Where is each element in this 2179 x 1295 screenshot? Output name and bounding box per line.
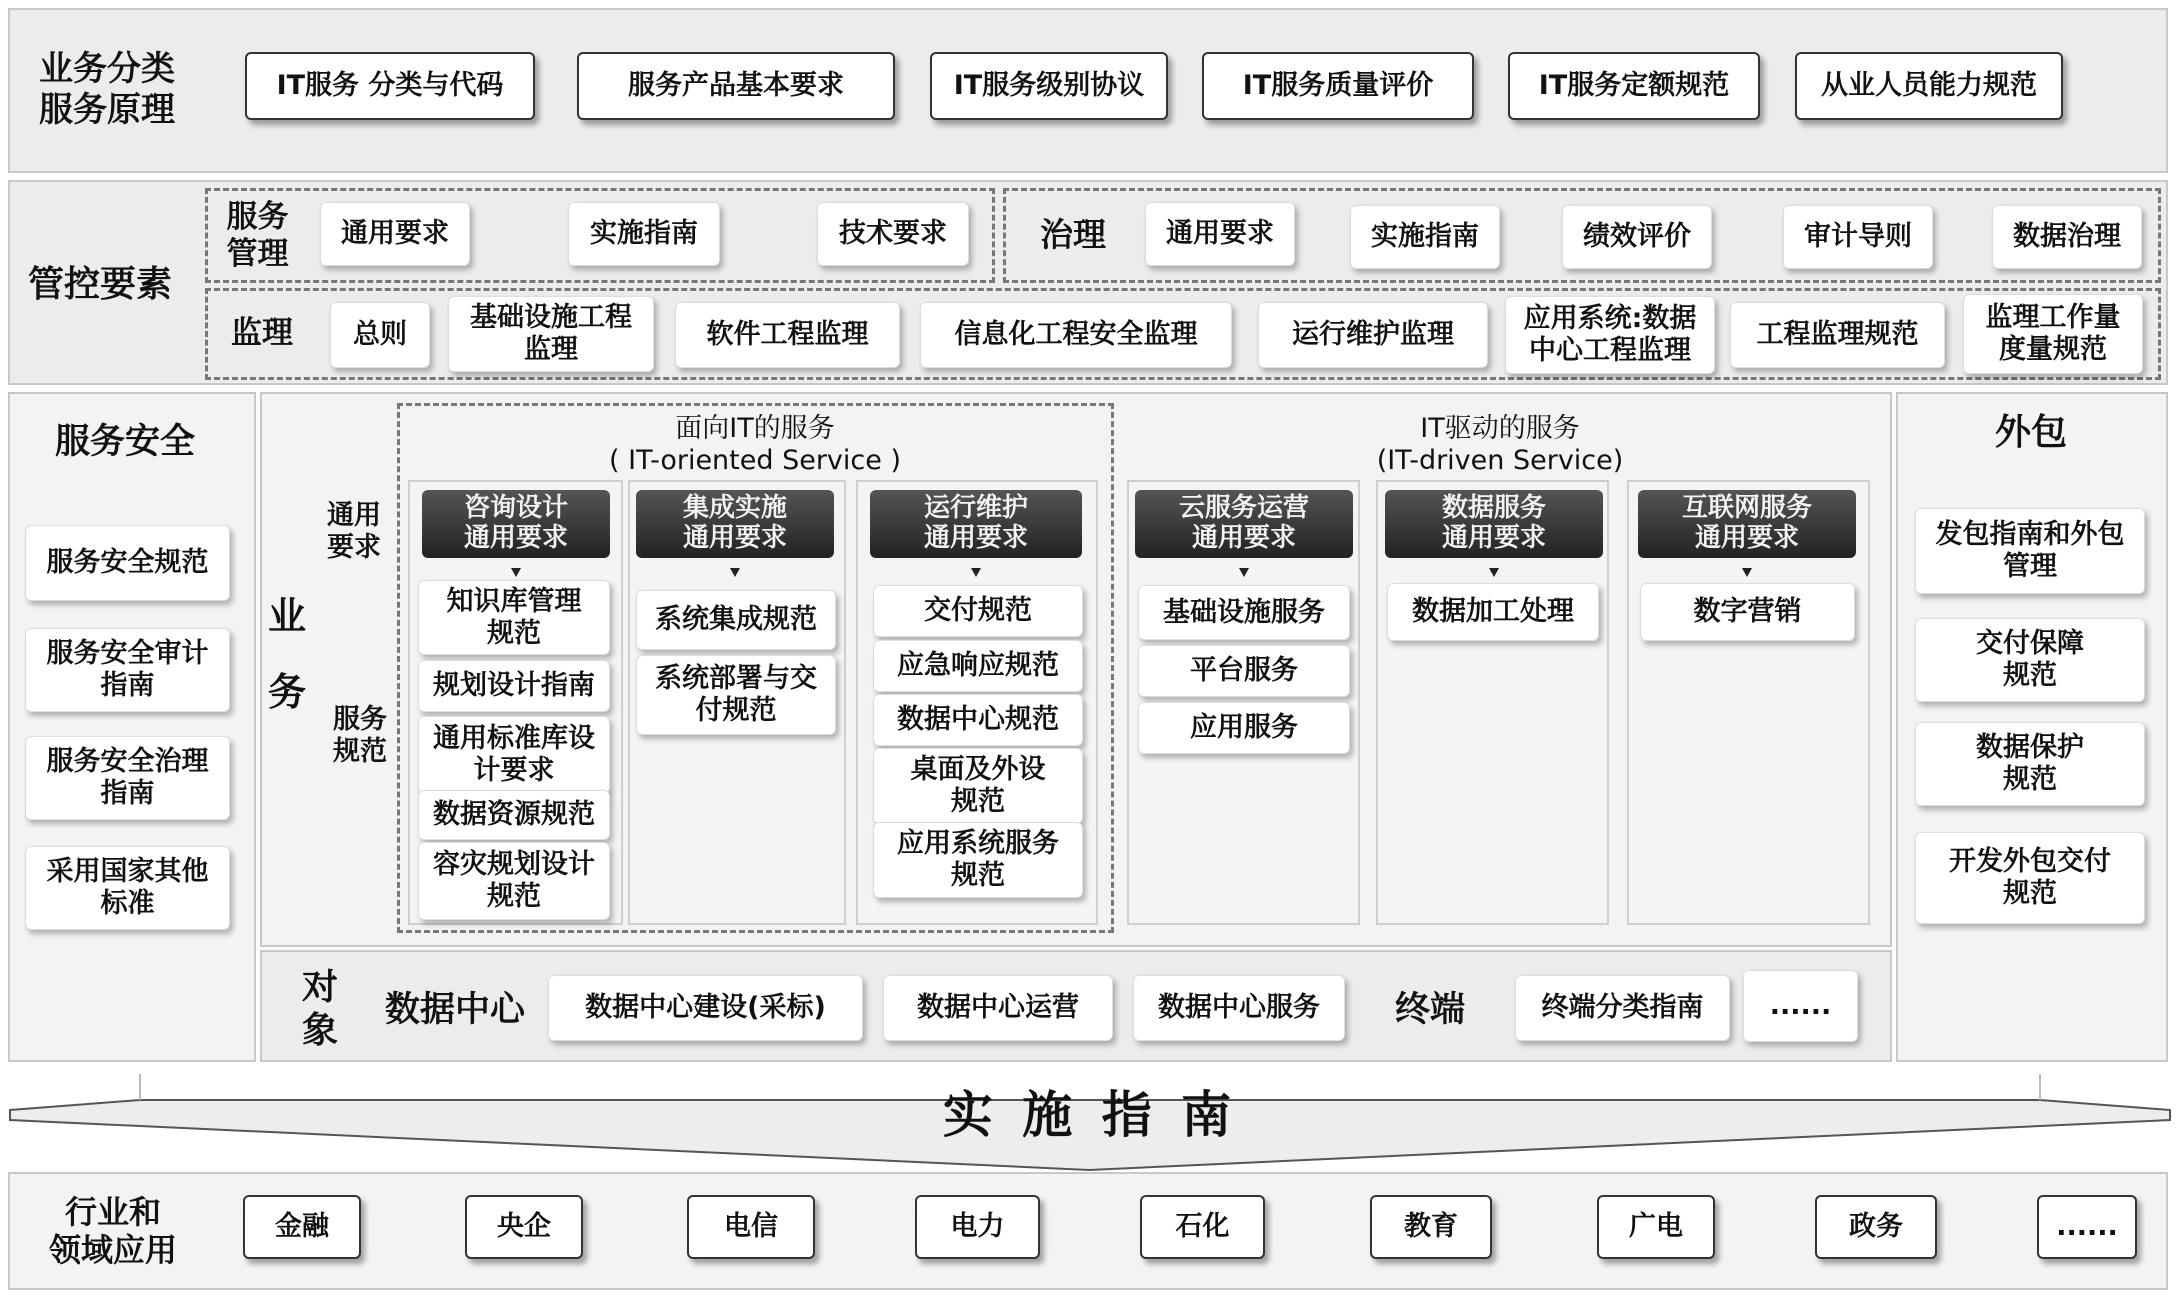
header-internet-service: 互联网服务 通用要求: [1638, 490, 1856, 558]
integration-item-deployment-delivery: 系统部署与交 付规范: [636, 655, 836, 735]
business-classification-heading: 业务分类 服务原理: [39, 49, 175, 130]
security-national-standards: 采用国家其他 标准: [25, 846, 230, 930]
consulting-item-planning-guide: 规划设计指南: [418, 660, 610, 712]
outsourcing-dev-delivery: 开发外包交付 规范: [1915, 832, 2145, 924]
operations-item-desktop-peripherals: 桌面及外设 规范: [873, 748, 1083, 824]
industry-power: 电力: [915, 1195, 1040, 1259]
industry-government: 政务: [1815, 1195, 1937, 1259]
top-item-personnel-competency: 从业人员能力规范: [1795, 52, 2063, 120]
governance-label: 治理: [1040, 215, 1106, 255]
top-item-service-level-agreement: IT服务级别协议: [930, 52, 1168, 120]
industry-heading: 行业和 领域应用: [48, 1192, 177, 1269]
arrow-internet-service: [1742, 568, 1752, 577]
service-management-guide: 实施指南: [568, 202, 720, 266]
terminal-label: 终端: [1394, 990, 1465, 1030]
cloud-item-platform: 平台服务: [1138, 645, 1350, 697]
top-item-it-service-classification: IT服务 分类与代码: [245, 52, 535, 120]
supervision-software: 软件工程监理: [675, 302, 900, 368]
data-service-item-processing: 数据加工处理: [1387, 583, 1599, 641]
consulting-item-knowledge-base: 知识库管理 规范: [418, 580, 610, 655]
terminal-classification-guide: 终端分类指南: [1515, 975, 1730, 1041]
it-driven-title: IT驱动的服务 (IT-driven Service): [1376, 412, 1624, 476]
header-cloud-service: 云服务运营 通用要求: [1135, 490, 1353, 558]
supervision-security: 信息化工程安全监理: [920, 302, 1232, 368]
terminal-more: ......: [1743, 970, 1858, 1042]
arrow-operations: [971, 568, 981, 577]
security-audit-guide: 服务安全审计 指南: [25, 628, 230, 712]
object-label: 对 象: [301, 966, 338, 1051]
business-general-requirements-label: 通用 要求: [327, 499, 381, 563]
operations-item-delivery: 交付规范: [873, 585, 1083, 637]
datacenter-service: 数据中心服务: [1133, 975, 1345, 1041]
arrow-cloud-service: [1239, 568, 1249, 577]
industry-education: 教育: [1370, 1195, 1492, 1259]
outsourcing-contracting-guide: 发包指南和外包 管理: [1915, 508, 2145, 594]
control-elements-heading: 管控要素: [27, 264, 172, 306]
industry-more: ......: [2037, 1195, 2137, 1259]
arrow-data-service: [1489, 568, 1499, 577]
header-data-service: 数据服务 通用要求: [1385, 490, 1603, 558]
supervision-infrastructure: 基础设施工程 监理: [448, 296, 654, 372]
top-item-service-quality-evaluation: IT服务质量评价: [1202, 52, 1474, 120]
implementation-guide-title: 实 施 指 南: [942, 1086, 1238, 1144]
governance-performance: 绩效评价: [1562, 205, 1712, 269]
supervision-datacenter: 应用系统:数据 中心工程监理: [1505, 296, 1715, 374]
consulting-item-standard-library: 通用标准库设 计要求: [418, 716, 610, 794]
supervision-workload: 监理工作量 度量规范: [1963, 294, 2143, 374]
operations-item-application-service: 应用系统服务 规范: [873, 822, 1083, 898]
operations-item-datacenter: 数据中心规范: [873, 694, 1083, 746]
industry-telecom: 电信: [687, 1195, 815, 1259]
consulting-item-disaster-recovery: 容灾规划设计 规范: [418, 842, 610, 920]
internet-service-item-digital-marketing: 数字营销: [1640, 583, 1855, 641]
header-consulting-design: 咨询设计 通用要求: [422, 490, 610, 558]
datacenter-construction: 数据中心建设(采标): [548, 975, 863, 1041]
header-operations: 运行维护 通用要求: [870, 490, 1082, 558]
industry-finance: 金融: [243, 1195, 361, 1259]
arrow-consulting-design: [511, 568, 521, 577]
service-security-heading: 服务安全: [54, 422, 195, 462]
supervision-general: 总则: [330, 302, 430, 368]
service-management-label: 服务 管理: [226, 198, 289, 272]
outsourcing-data-protection: 数据保护 规范: [1915, 722, 2145, 806]
arrow-integration: [730, 568, 740, 577]
service-management-technical: 技术要求: [817, 202, 969, 266]
datacenter-operations: 数据中心运营: [883, 975, 1113, 1041]
operations-item-emergency-response: 应急响应规范: [873, 640, 1083, 692]
security-spec: 服务安全规范: [25, 525, 230, 601]
business-label: 业 务: [267, 594, 306, 714]
industry-central-enterprise: 央企: [465, 1195, 583, 1259]
governance-audit: 审计导则: [1783, 205, 1933, 269]
security-governance-guide: 服务安全治理 指南: [25, 736, 230, 820]
supervision-operations: 运行维护监理: [1258, 302, 1488, 368]
top-item-service-product-requirements: 服务产品基本要求: [577, 52, 895, 120]
top-item-service-quota-spec: IT服务定额规范: [1508, 52, 1760, 120]
governance-general: 通用要求: [1145, 202, 1295, 266]
business-service-spec-label: 服务 规范: [333, 703, 387, 767]
outsourcing-heading: 外包: [1994, 411, 2067, 453]
governance-data: 数据治理: [1992, 205, 2142, 269]
service-security-panel: [8, 392, 256, 1062]
datacenter-label: 数据中心: [384, 990, 525, 1030]
supervision-engineering-spec: 工程监理规范: [1730, 302, 1945, 368]
integration-item-system-integration: 系统集成规范: [636, 590, 836, 650]
cloud-item-application: 应用服务: [1138, 702, 1350, 754]
consulting-item-data-resource: 数据资源规范: [418, 790, 610, 840]
industry-broadcasting: 广电: [1597, 1195, 1715, 1259]
supervision-label: 监理: [231, 315, 293, 352]
service-management-general: 通用要求: [320, 202, 470, 266]
outsourcing-delivery-assurance: 交付保障 规范: [1915, 618, 2145, 702]
industry-petrochemical: 石化: [1140, 1195, 1265, 1259]
governance-guide: 实施指南: [1350, 205, 1500, 269]
cloud-item-infrastructure: 基础设施服务: [1138, 585, 1350, 640]
header-integration: 集成实施 通用要求: [636, 490, 834, 558]
it-oriented-title: 面向IT的服务 ( IT-oriented Service ): [608, 412, 901, 476]
